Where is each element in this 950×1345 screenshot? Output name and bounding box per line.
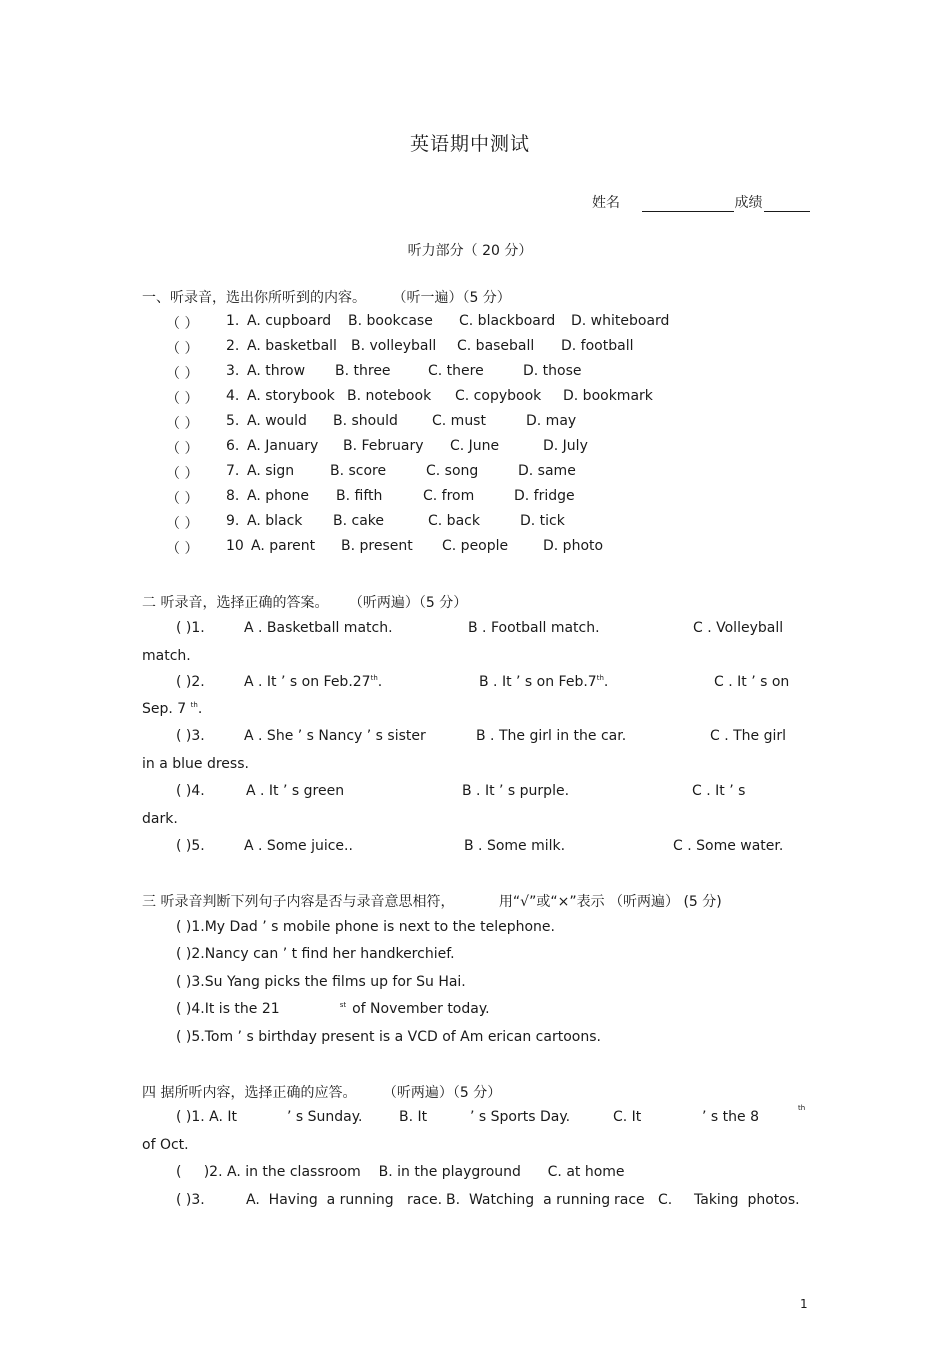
s1-answer-paren: （ ）	[166, 341, 199, 357]
s2-q3-option-b: B . The girl in the car.	[476, 728, 627, 744]
s1-option-a: A. would	[247, 413, 307, 429]
name-blank[interactable]	[642, 197, 734, 212]
s4-q3-num: ( )3.	[176, 1192, 205, 1208]
s1-option-d: D. whiteboard	[571, 313, 670, 329]
s1-item-number: 1.	[226, 313, 240, 329]
section1-heading	[142, 287, 511, 307]
s1-option-b: B. present	[341, 538, 413, 554]
s3-item-4-text2: of November today.	[352, 1001, 490, 1017]
s1-option-d: D. fridge	[514, 488, 575, 504]
s1-option-b: B. fifth	[336, 488, 383, 504]
s4-q2: ( )2. A. in the classroom B. in the playground C. at home	[176, 1164, 625, 1180]
section3-heading	[142, 891, 722, 911]
s3-item-2: ( )2.Nancy can ’ t find her handkerchief.	[176, 946, 455, 962]
page-number: 1	[800, 1297, 808, 1311]
s2-q5-option-c: C . Some water.	[673, 838, 784, 854]
s1-option-a: A. throw	[247, 363, 306, 379]
section2-title: 二 听录音，选择正确的答案。	[142, 595, 329, 611]
s2-q1-num: ( )1.	[176, 620, 205, 636]
s1-answer-paren: （ ）	[166, 316, 199, 332]
s1-option-c: C. people	[442, 538, 509, 554]
s1-answer-paren: （ ）	[166, 516, 199, 532]
s2-q5-option-a: A . Some juice..	[244, 838, 353, 854]
s1-option-d: D. photo	[543, 538, 604, 554]
s1-answer-paren: （ ）	[166, 441, 199, 457]
s4-q1-num: ( )1. A. It	[176, 1109, 238, 1125]
s1-option-c: C. there	[428, 363, 484, 379]
section1-note: （听一遍）（5 分）	[392, 290, 511, 306]
s1-item-number: 5.	[226, 413, 240, 429]
s1-option-b: B. should	[333, 413, 398, 429]
s1-answer-paren: （ ）	[166, 366, 199, 382]
s4-q1-continuation: of Oct.	[142, 1137, 189, 1153]
s2-q4-option-b: B . It ’ s purple.	[462, 783, 570, 799]
s2-q2-cont-text: Sep. 7	[142, 701, 187, 717]
s1-option-c: C. baseball	[457, 338, 535, 354]
s4-q1-c-rest: ’ s the 8	[702, 1109, 759, 1125]
s1-item-number: 6.	[226, 438, 240, 454]
s4-q3-option-b: B. Watching a running	[446, 1192, 611, 1208]
s2-q2-option-c: C . It ’ s on	[714, 674, 790, 690]
s4-q1-option-b: B. It	[399, 1109, 428, 1125]
s1-answer-paren: （ ）	[166, 416, 199, 432]
name-label: 姓名	[592, 195, 620, 211]
s1-option-c: C. must	[432, 413, 486, 429]
s1-option-b: B. notebook	[347, 388, 432, 404]
section3-note: 用“√”或“×”表示 （听两遍） (5 分)	[498, 894, 722, 910]
s4-q3-option-d: Taking photos.	[694, 1192, 800, 1208]
s1-option-c: C. copybook	[455, 388, 542, 404]
s3-item-5: ( )5.Tom ’ s birthday present is a VCD of Am erican cartoons.	[176, 1029, 601, 1045]
s1-option-c: C. back	[428, 513, 480, 529]
s1-answer-paren: （ ）	[166, 491, 199, 507]
s1-option-a: A. phone	[247, 488, 310, 504]
section2-heading	[142, 592, 467, 612]
s3-item-3: ( )3.Su Yang picks the films up for Su Hai.	[176, 974, 466, 990]
s2-q4-option-a: A . It ’ s green	[246, 783, 345, 799]
s2-q3-continuation: in a blue dress.	[142, 756, 249, 772]
s4-q1-b-rest: ’ s Sports Day.	[470, 1109, 571, 1125]
s1-option-a: A. parent	[251, 538, 316, 554]
s1-option-d: D. tick	[520, 513, 565, 529]
s2-q5-option-b: B . Some milk.	[464, 838, 566, 854]
s1-option-b: B. bookcase	[348, 313, 433, 329]
name-score-line	[592, 192, 810, 212]
s2-q2-a-text: A . It ’ s on Feb.27	[244, 674, 371, 690]
s2-q1-continuation: match.	[142, 648, 191, 664]
s2-q3-option-c: C . The girl	[710, 728, 787, 744]
s4-q1-c-sup: th	[798, 1104, 806, 1112]
section4-note: （听两遍）（5 分）	[382, 1085, 502, 1101]
s2-q2-continuation	[142, 701, 202, 717]
s2-q4-option-c: C . It ’ s	[692, 783, 746, 799]
s1-option-b: B. volleyball	[351, 338, 437, 354]
section4-title: 四 据所听内容，选择正确的应答。	[142, 1085, 357, 1101]
s1-option-a: A. cupboard	[247, 313, 332, 329]
s1-option-b: B. February	[343, 438, 424, 454]
s1-option-d: D. football	[561, 338, 634, 354]
s2-q1-option-a: A . Basketball match.	[244, 620, 393, 636]
s1-option-d: D. may	[526, 413, 577, 429]
s2-q4-continuation: dark.	[142, 811, 178, 827]
s1-option-c: C. blackboard	[459, 313, 556, 329]
s1-option-a: A. storybook	[247, 388, 335, 404]
s1-item-number: 8.	[226, 488, 240, 504]
s3-item-1: ( )1.My Dad ’ s mobile phone is next to the telephone.	[176, 919, 555, 935]
s2-q3-num: ( )3.	[176, 728, 205, 744]
s1-option-c: C. from	[423, 488, 475, 504]
s1-item-number: 9.	[226, 513, 240, 529]
s1-option-a: A. January	[247, 438, 319, 454]
s4-q3-option-a: A. Having a running race.	[246, 1192, 443, 1208]
s2-q2-b-sup: th	[596, 674, 604, 682]
s2-q2-b-text: B . It ’ s on Feb.7	[479, 674, 597, 690]
s1-answer-paren: （ ）	[166, 541, 199, 557]
s1-option-c: C. June	[450, 438, 500, 454]
section3-title: 三 听录音判断下列句子内容是否与录音意思相符，	[142, 894, 455, 910]
section4-heading	[142, 1082, 501, 1102]
s3-item-4-text: ( )4.It is the 21	[176, 1001, 280, 1017]
score-blank[interactable]	[764, 197, 810, 212]
s2-q2-a-sup: th	[370, 674, 378, 682]
s1-option-d: D. same	[518, 463, 576, 479]
s2-q1-option-c: C . Volleyball	[693, 620, 784, 636]
s1-answer-paren: （ ）	[166, 466, 199, 482]
section1-title: 一、听录音，选出你所听到的内容。	[142, 290, 366, 306]
s2-q2-b-end: .	[603, 674, 609, 690]
score-label: 成绩	[734, 195, 763, 211]
s2-q4-num: ( )4.	[176, 783, 205, 799]
s2-q2-option-b	[479, 674, 608, 690]
s2-q5-num: ( )5.	[176, 838, 205, 854]
s1-item-number: 3.	[226, 363, 240, 379]
s1-item-number: 2.	[226, 338, 240, 354]
s2-q2-cont-sup: th	[190, 701, 198, 709]
section2-note: （听两遍）（5 分）	[348, 595, 468, 611]
s1-option-b: B. three	[335, 363, 391, 379]
s1-option-a: A. black	[247, 513, 303, 529]
s2-q2-option-a	[244, 674, 382, 690]
s1-item-number: 10	[226, 538, 244, 554]
s1-option-d: D. July	[543, 438, 588, 454]
s1-option-b: B. score	[330, 463, 387, 479]
s2-q2-a-end: .	[377, 674, 383, 690]
s3-item-4	[176, 1001, 490, 1017]
s2-q1-option-b: B . Football match.	[468, 620, 600, 636]
s1-option-c: C. song	[426, 463, 479, 479]
s2-q2-cont-end: .	[197, 701, 203, 717]
s1-option-d: D. bookmark	[563, 388, 653, 404]
listening-header: 听力部分（ 20 分）	[407, 243, 533, 259]
s1-item-number: 7.	[226, 463, 240, 479]
s4-q1-option-c: C. It	[613, 1109, 642, 1125]
s2-q3-option-a: A . She ’ s Nancy ’ s sister	[244, 728, 426, 744]
s4-q3-option-c: race C.	[614, 1192, 673, 1208]
s1-option-a: A. sign	[247, 463, 295, 479]
s1-option-b: B. cake	[333, 513, 385, 529]
s1-answer-paren: （ ）	[166, 391, 199, 407]
page-title: 英语期中测试	[409, 133, 530, 155]
s4-q1-a-rest: ’ s Sunday.	[287, 1109, 363, 1125]
s2-q2-num: ( )2.	[176, 674, 205, 690]
s3-item-4-sup: st	[339, 1001, 347, 1009]
s1-option-d: D. those	[523, 363, 582, 379]
s1-option-a: A. basketball	[247, 338, 337, 354]
s1-item-number: 4.	[226, 388, 240, 404]
